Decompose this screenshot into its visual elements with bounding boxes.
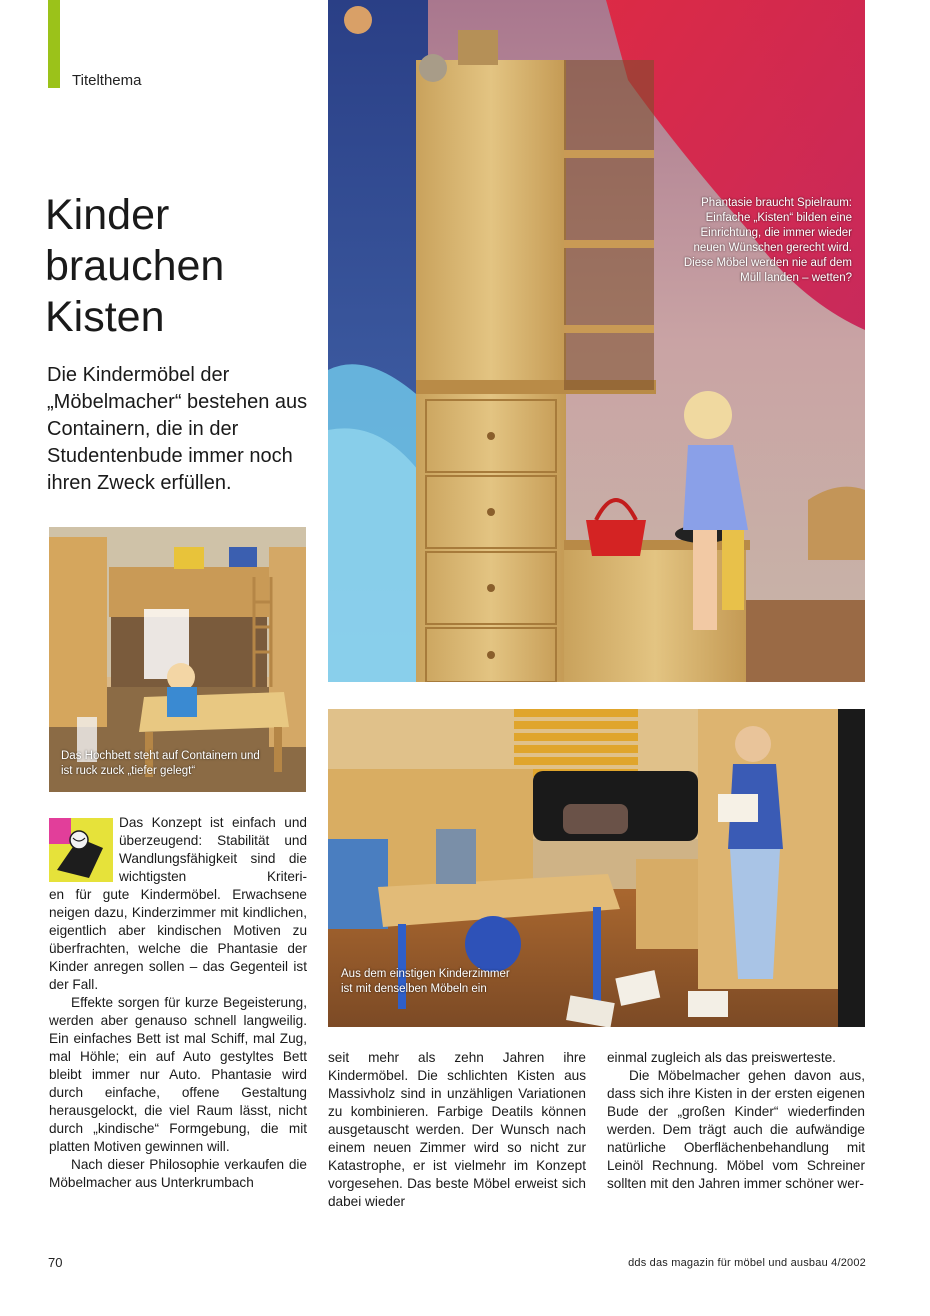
small-photo-caption: Das Hochbett steht auf Containern und ist ruck zuck „tiefer gelegt“: [61, 750, 260, 777]
body-paragraph: Nach dieser Philosophie verkaufen die Möbelmacher aus Unterkrumbach: [49, 1157, 307, 1190]
body-column-1: [49, 886, 307, 1192]
lower-photo-caption: Aus dem einstigen Kinderzimmer ist mit denselben Möbeln ein: [341, 968, 510, 995]
body-column-2: [328, 1049, 586, 1211]
headline: [45, 190, 315, 343]
body-paragraph: Effekte sorgen für kurze Begeisterung, werden aber genauso schnell langweilig. Ein einfaches Bett ist mal Schiff, mal Zug, mal Höhle; ein auf Auto gestyltes Bett bleibt immer nur Auto. Phantasie wird durch einfache, offene Gestaltung herausgelockt, die viel Raum lässt, nicht durch „kindische“ Formgebung, die mit platten Motiven gewinnen will.: [49, 995, 307, 1154]
chair-sketch-icon: [49, 818, 113, 882]
main-photo: [328, 0, 865, 682]
body-column-1-intro: [119, 814, 307, 886]
body-paragraph: einmal zugleich als das preiswerteste.: [607, 1050, 836, 1065]
body-paragraph: en für gute Kindermöbel. Erwachsene neigen dazu, Kinderzimmer mit kindlichen, eigentlich aber kindischen Motiven zu überfrachten, welche die Phantasie der Kinder anregen sollen – das Gegenteil ist der Fall.: [49, 887, 307, 992]
headline-line-1: Kinder: [45, 191, 170, 239]
headline-line-2: brauchen: [45, 242, 225, 290]
page-number: 70: [48, 1255, 63, 1270]
body-paragraph: Die Möbelmacher gehen davon aus, dass sich ihre Kisten in der ersten eigenen Bude der „großen Kinder“ wiederfinden werden. Dem trägt auch die aufwändige natürliche Oberflächenbehandlung mit Leinöl Rechnung. Möbel vom Schreiner sollten mit den Jahren immer schöner wer-: [607, 1068, 865, 1191]
body-column-3: [607, 1049, 865, 1193]
main-photo-caption: Phantasie braucht Spielraum: Einfache „Kisten“ bilden eine Einrichtung, die immer wieder neuen Wünschen gerecht wird. Diese Möbel werden nie auf dem Müll landen – wetten?: [683, 197, 852, 284]
main-photo-illustration: [328, 0, 865, 682]
body-paragraph: seit mehr als zehn Jahren ihre Kindermöbel. Die schlichten Kisten aus Massivholz sind in unzähligen Variationen zu kombinieren. Farbige Deatils können ausgetauscht werden. Der Wunsch nach einem neuen Zimmer wird so nicht zur Katastrophe, er ist vielmehr im Konzept vorgesehen. Das beste Möbel erweist sich dabei wieder: [328, 1050, 586, 1209]
accent-bar: [48, 0, 60, 88]
headline-line-3: Kisten: [45, 293, 165, 341]
section-label: Titelthema: [72, 72, 142, 89]
intro-dek: Die Kindermöbel der „Möbelmacher“ bestehen aus Containern, die in der Studentenbude immer noch ihren Zweck erfüllen.: [47, 364, 308, 494]
magazine-footer: dds das magazin für möbel und ausbau 4/2002: [628, 1257, 866, 1269]
body-paragraph: Das Konzept ist einfach und überzeugend: Stabilität und Wandlungsfähigkeit sind die wichtigsten Kriteri-: [119, 815, 307, 884]
